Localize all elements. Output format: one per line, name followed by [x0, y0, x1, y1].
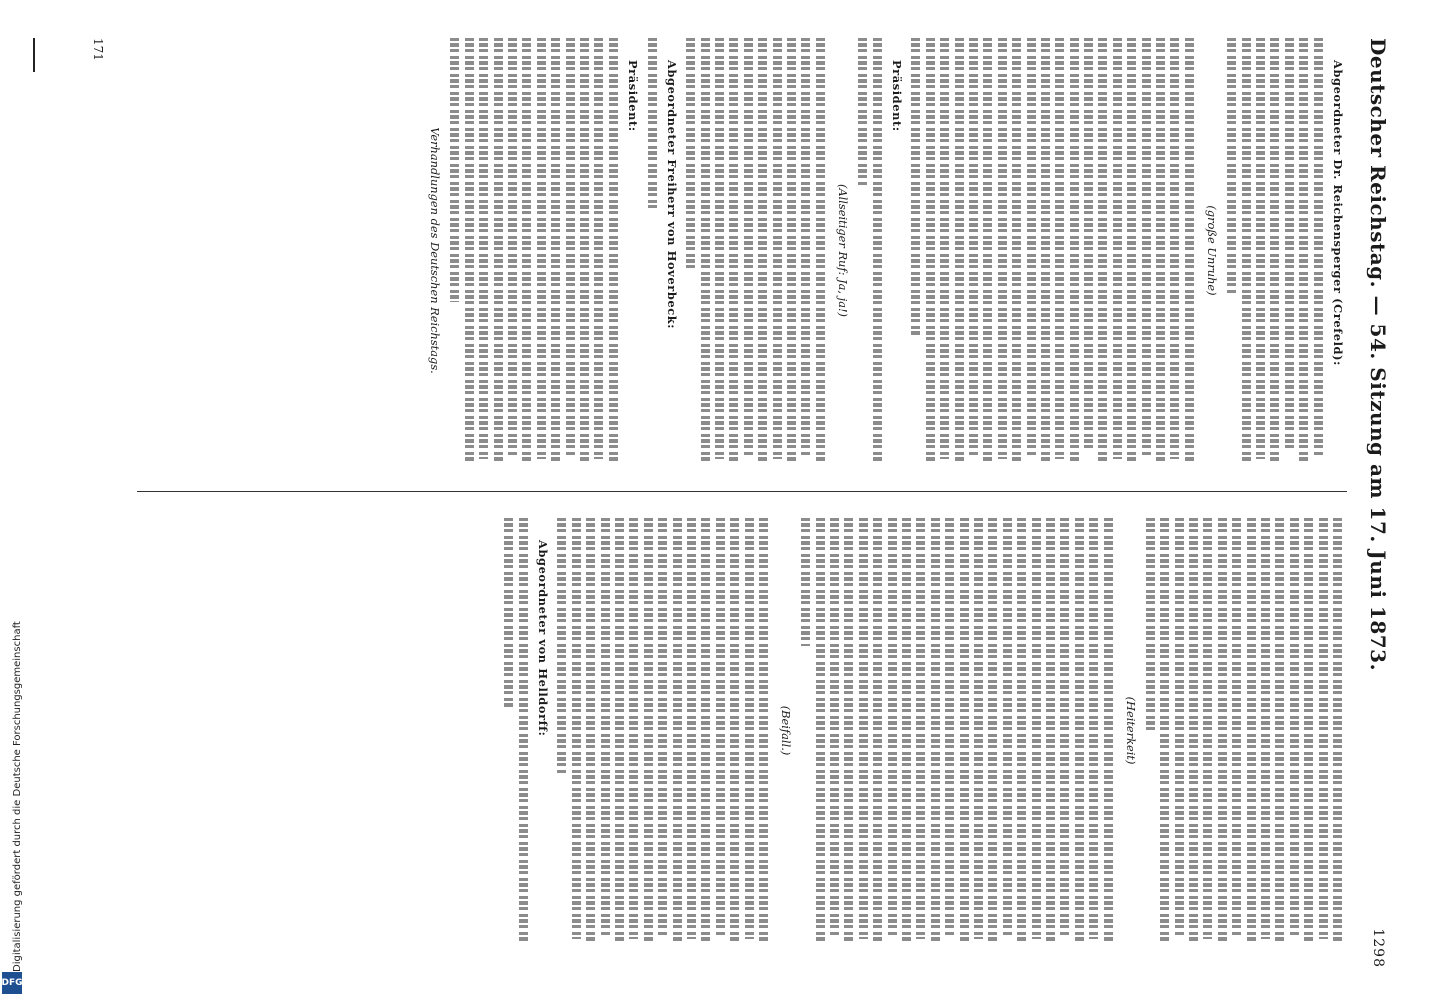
text-block	[686, 38, 825, 463]
speaker-president: Präsident:	[890, 60, 905, 132]
left-column	[417, 38, 1347, 463]
dfg-logo: DFG	[2, 972, 22, 994]
header-title: Deutscher Reichstag. — 54. Sitzung am 17. Juni 1873.	[1366, 38, 1390, 672]
text-block	[1146, 518, 1342, 943]
text-block	[858, 38, 881, 463]
president-remark	[887, 38, 906, 463]
column-divider	[137, 491, 1347, 492]
president-remark-2	[623, 38, 642, 463]
speech-hoverbeck	[662, 38, 681, 463]
text-block	[1227, 38, 1322, 463]
right-column	[499, 518, 1347, 943]
speaker-president-2: Präsident:	[626, 60, 641, 132]
volume-closing: Verhandlungen des Deutschen Reichstags.	[428, 127, 443, 374]
scanned-page	[85, 38, 1395, 968]
speech-helldorff	[533, 518, 552, 943]
parenthetical-call: (Allseitiger Ruf: Ja, ja!)	[836, 183, 851, 318]
parenthetical-laughter: (Heiterkeit)	[1123, 696, 1138, 765]
text-block	[801, 518, 1112, 943]
text-block	[450, 38, 617, 463]
speaker-hoverbeck: Abgeordneter Freiherr von Hoverbeck:	[664, 60, 679, 330]
text-block	[504, 518, 527, 943]
speaker-reichensperger: Abgeordneter Dr. Reichensperger (Crefeld):	[1331, 60, 1345, 366]
parenthetical-applause: (Beifall.)	[779, 705, 794, 756]
parenthetical-unrest: (große Unruhe)	[1205, 205, 1220, 296]
page-footer	[91, 38, 105, 968]
digitization-notice: Digitalisierung gefördert durch die Deutsche Forschungsgemeinschaft	[12, 621, 23, 972]
header-page-number: 1298	[1370, 928, 1386, 968]
registration-mark	[33, 38, 35, 72]
page-header	[1365, 38, 1391, 968]
text-block	[911, 38, 1193, 463]
footer-page-label: 171	[91, 38, 105, 61]
speaker-helldorff: Abgeordneter von Helldorff:	[536, 540, 551, 737]
speech-opening	[1328, 38, 1347, 463]
text-block	[557, 518, 767, 943]
text-block	[648, 38, 657, 463]
